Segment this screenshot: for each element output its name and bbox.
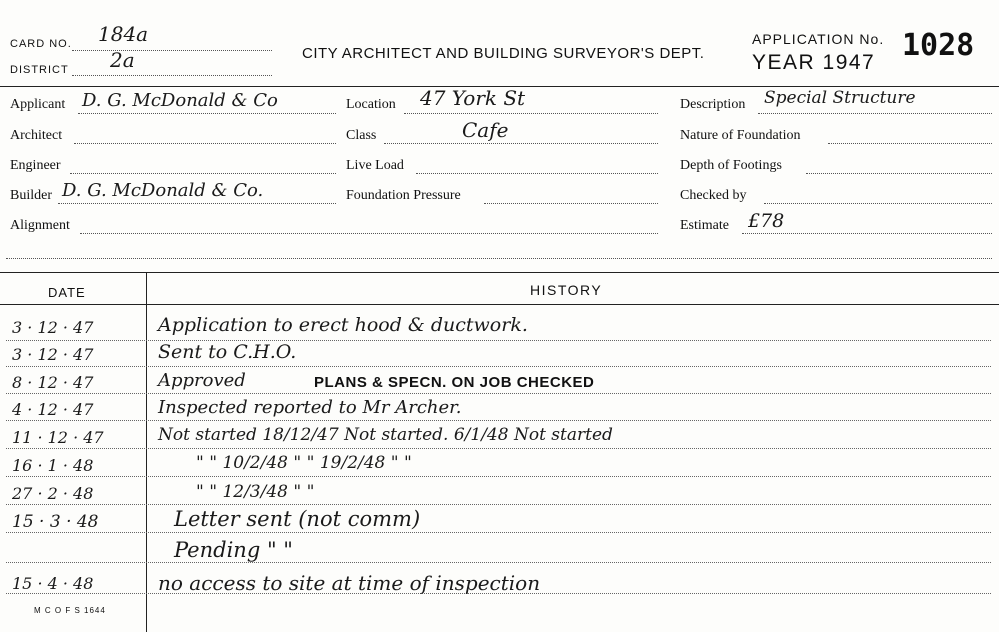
- card-no-value: 184a: [98, 22, 149, 46]
- applicant-label: Applicant: [10, 97, 66, 112]
- row-history: Letter sent (not comm): [174, 507, 421, 531]
- builder-dotline: [58, 203, 336, 204]
- nature-of-foundation-label: Nature of Foundation: [680, 128, 801, 143]
- alignment-label: Alignment: [10, 218, 70, 233]
- form-code: M C O F S 1644: [34, 606, 106, 615]
- row-line: [6, 448, 991, 449]
- row-history: Approved: [158, 370, 246, 391]
- applicant-value: D. G. McDonald & Co: [82, 90, 278, 111]
- row-date: 27 · 2 · 48: [12, 484, 94, 503]
- row-line: [6, 562, 991, 563]
- district-dotline: [72, 75, 272, 76]
- history-header: HISTORY: [530, 282, 603, 298]
- application-no-value: 1028: [902, 28, 975, 63]
- row-line: [6, 420, 991, 421]
- table-header-rule: [0, 304, 999, 305]
- row-date: 4 · 12 · 47: [12, 400, 94, 419]
- row-date: 8 · 12 · 47: [12, 373, 94, 392]
- row-history: no access to site at time of inspection: [158, 571, 541, 595]
- card-no-dotline: [72, 50, 272, 51]
- department-title: CITY ARCHITECT AND BUILDING SURVEYOR'S DEPT.: [302, 45, 705, 62]
- date-header: DATE: [48, 285, 86, 300]
- row-history: Application to erect hood & ductwork.: [158, 314, 528, 336]
- district-label: DISTRICT: [10, 64, 69, 76]
- depth-of-footings-label: Depth of Footings: [680, 158, 782, 173]
- estimate-label: Estimate: [680, 218, 729, 233]
- architect-dotline: [74, 143, 336, 144]
- row-date: 15 · 4 · 48: [12, 574, 94, 593]
- estimate-dotline: [742, 233, 992, 234]
- description-value: Special Structure: [764, 88, 916, 108]
- class-label: Class: [346, 128, 377, 143]
- foundation-pressure-dotline: [484, 203, 658, 204]
- table-top-rule: [0, 272, 999, 273]
- architect-label: Architect: [10, 128, 63, 143]
- row-line: [6, 476, 991, 477]
- row-history: Pending " ": [174, 538, 293, 562]
- card-no-label: CARD NO.: [10, 38, 72, 50]
- engineer-label: Engineer: [10, 158, 61, 173]
- nature-of-foundation-dotline: [828, 143, 992, 144]
- row-line: [6, 366, 991, 367]
- alignment-dotline: [80, 233, 658, 234]
- row-line: [6, 532, 991, 533]
- description-dotline: [758, 113, 992, 114]
- row-date: 15 · 3 · 48: [12, 512, 99, 532]
- live-load-label: Live Load: [346, 158, 404, 173]
- row-line: [6, 504, 991, 505]
- checked-by-dotline: [764, 203, 992, 204]
- class-value: Cafe: [462, 118, 509, 142]
- location-label: Location: [346, 97, 396, 112]
- row-date: 16 · 1 · 48: [12, 456, 94, 475]
- builder-value: D. G. McDonald & Co.: [62, 180, 264, 201]
- application-no-label: APPLICATION No.: [752, 31, 885, 47]
- district-value: 2a: [110, 48, 135, 72]
- foundation-pressure-label: Foundation Pressure: [346, 188, 461, 203]
- blank-dotline: [6, 258, 992, 259]
- description-label: Description: [680, 97, 746, 112]
- applicant-dotline: [78, 113, 336, 114]
- engineer-dotline: [70, 173, 336, 174]
- builder-label: Builder: [10, 188, 52, 203]
- row-date: 3 · 12 · 47: [12, 345, 94, 364]
- live-load-dotline: [416, 173, 658, 174]
- row-date: 3 · 12 · 47: [12, 318, 94, 337]
- row-history: " " 10/2/48 " " 19/2/48 " ": [196, 453, 412, 473]
- checked-by-label: Checked by: [680, 188, 747, 203]
- row-line: [6, 340, 991, 341]
- checked-stamp: PLANS & SPECN. ON JOB CHECKED: [314, 374, 595, 391]
- row-history: Not started 18/12/47 Not started. 6/1/48 Not started: [158, 425, 613, 445]
- location-value: 47 York St: [420, 86, 526, 110]
- year-label: YEAR 1947: [752, 51, 876, 74]
- row-history: Inspected reported to Mr Archer.: [158, 397, 462, 418]
- estimate-value: £78: [748, 210, 785, 232]
- row-date: 11 · 12 · 47: [12, 428, 104, 447]
- class-dotline: [384, 143, 658, 144]
- row-history: Sent to C.H.O.: [158, 341, 297, 363]
- depth-of-footings-dotline: [806, 173, 992, 174]
- table-column-divider: [146, 272, 147, 632]
- location-dotline: [404, 113, 658, 114]
- row-history: " " 12/3/48 " ": [196, 482, 315, 502]
- row-line: [6, 393, 991, 394]
